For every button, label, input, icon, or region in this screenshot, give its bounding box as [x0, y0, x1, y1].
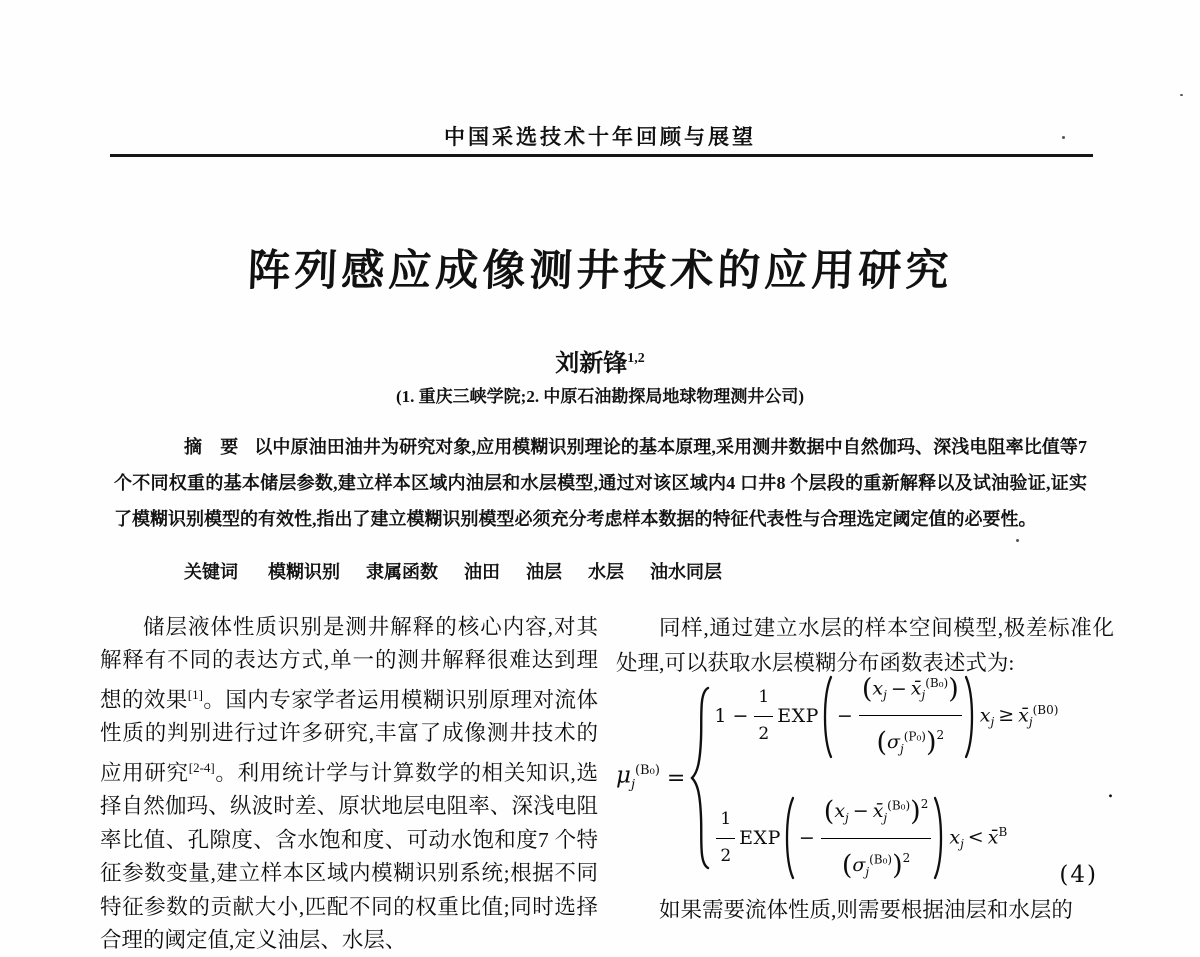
abstract-label: 摘 要 [184, 437, 239, 457]
body-text: 。国内专家学者运用模糊识别原理对流体性质的判别进行过许多研究,丰富了成像测井技术的应用研究 [100, 687, 598, 785]
branch-condition: $x_j$ < x̄$^B$ [949, 824, 1008, 852]
keyword-item: 油水同层 [650, 562, 722, 582]
keywords-line [184, 558, 748, 584]
fraction-numerator: ($x_j$ − $x̄_j^{(B_0)}$) [859, 666, 962, 716]
mu-symbol: μ [616, 763, 631, 790]
citation-ref: [1] [187, 686, 203, 702]
equation-period: . [1107, 778, 1114, 803]
equation-number: (4) [1059, 862, 1098, 888]
fraction-denominator: $(\sigma_j^{(B_0)})^2$ [841, 849, 911, 881]
big-open-paren [820, 674, 833, 760]
scan-speck [1180, 94, 1183, 96]
body-column-left [100, 611, 598, 957]
fraction-one-half: $\frac{1}{2}$ [716, 802, 735, 875]
body-text: 储层液体性质识别是测井解释的核心内容,对其解释有不同的表达方式,单一的测井解释很难达到理想的效果 [100, 615, 598, 712]
equation-branch-lower [714, 787, 1058, 890]
branch-condition: $x_j$ ≥ $x̄_j^{(B0)}$ [979, 703, 1059, 730]
body-text: 同样,通过建立水层的样本空间模型,极差标准化处理,可以获取水层模糊分布函数表述式为: [616, 616, 1114, 675]
big-close-paren [964, 674, 977, 760]
mu-subscript: j [630, 777, 635, 793]
mu-superscript: (B₀) [634, 763, 660, 779]
journal-header-title: 中国采选技术十年回顾与展望 [444, 125, 756, 149]
header-rule [110, 154, 1093, 157]
big-open-paren [782, 795, 795, 881]
keyword-item: 水层 [588, 562, 624, 582]
exp-operator: EXP [777, 705, 819, 728]
author-name: 刘新锋 [555, 351, 628, 377]
keyword-item: 模糊识别 [268, 562, 340, 582]
abstract-text: 以中原油田油井为研究对象,应用模糊识别理论的基本原理,采用测井数据中自然伽玛、深浅电阻率比值等7个不同权重的基本储层参数,建立样本区域内油层和水层模型,通过对该区域内4 口井8 个层段的重新解释以及试油验证,证实了模糊识别模型的有效性,指出了建立模糊识别模型必须充分考虑样本数据的特征代表性与合理选定阈定值的必要性。 [114, 437, 1088, 529]
fraction-main [821, 787, 932, 890]
body-paragraph [100, 611, 598, 957]
minus-sign: − [836, 705, 853, 728]
formula-lhs [616, 753, 660, 802]
fraction-one-half: $\frac{1}{2}$ [754, 680, 773, 753]
body-paragraph [616, 893, 1114, 928]
keyword-item: 油田 [464, 562, 500, 582]
fraction-numerator: ($x_j$ − $x̄_j^{(B_0)})^2$ [821, 787, 932, 839]
body-column-right [616, 611, 1114, 928]
body-text: 。利用统计学与计算数学的相关知识,选择自然伽玛、纵波时差、原状地层电阻率、深浅电阻率比值、孔隙度、含水饱和度、可动水饱和度7 个特征参数变量,建立样本区域内模糊识别系统;根据不同特征参数的贡献大小,匹配不同的权重比值;同时选择合理的阈定值,定义油层、水层、 [100, 760, 598, 952]
equation-branches [714, 666, 1058, 890]
equals-sign: = [666, 765, 686, 791]
minus-sign: − [798, 826, 815, 849]
keywords-label: 关键词 [184, 562, 238, 582]
abstract-paragraph [114, 429, 1087, 537]
brace-glyph [689, 685, 711, 871]
article-title: 阵列感应成像测井技术的应用研究 [246, 248, 954, 295]
fraction-denominator: $(\sigma_j^{(P_0)})^2$ [876, 727, 945, 759]
fraction-main [859, 666, 962, 767]
equation-4 [616, 673, 1114, 893]
scan-speck [1016, 539, 1019, 542]
author-affiliation-marks: 1,2 [627, 351, 645, 366]
citation-ref: [2-4] [188, 759, 215, 775]
body-text: 如果需要流体性质,则需要根据油层和水层的 [659, 898, 1073, 922]
big-close-paren [933, 795, 946, 881]
keyword-item: 隶属函数 [366, 562, 438, 582]
affiliation-line: (1. 重庆三峡学院;2. 中原石油勘探局地球物理测井公司) [396, 387, 804, 406]
term-one-minus: 1 − [714, 705, 749, 728]
exp-operator: EXP [739, 826, 781, 849]
author-line [0, 343, 1200, 378]
abstract-block [114, 429, 1087, 537]
keyword-item: 油层 [526, 562, 562, 582]
left-brace [689, 685, 711, 871]
equation-main [616, 673, 1114, 881]
equation-branch-upper [714, 666, 1058, 767]
